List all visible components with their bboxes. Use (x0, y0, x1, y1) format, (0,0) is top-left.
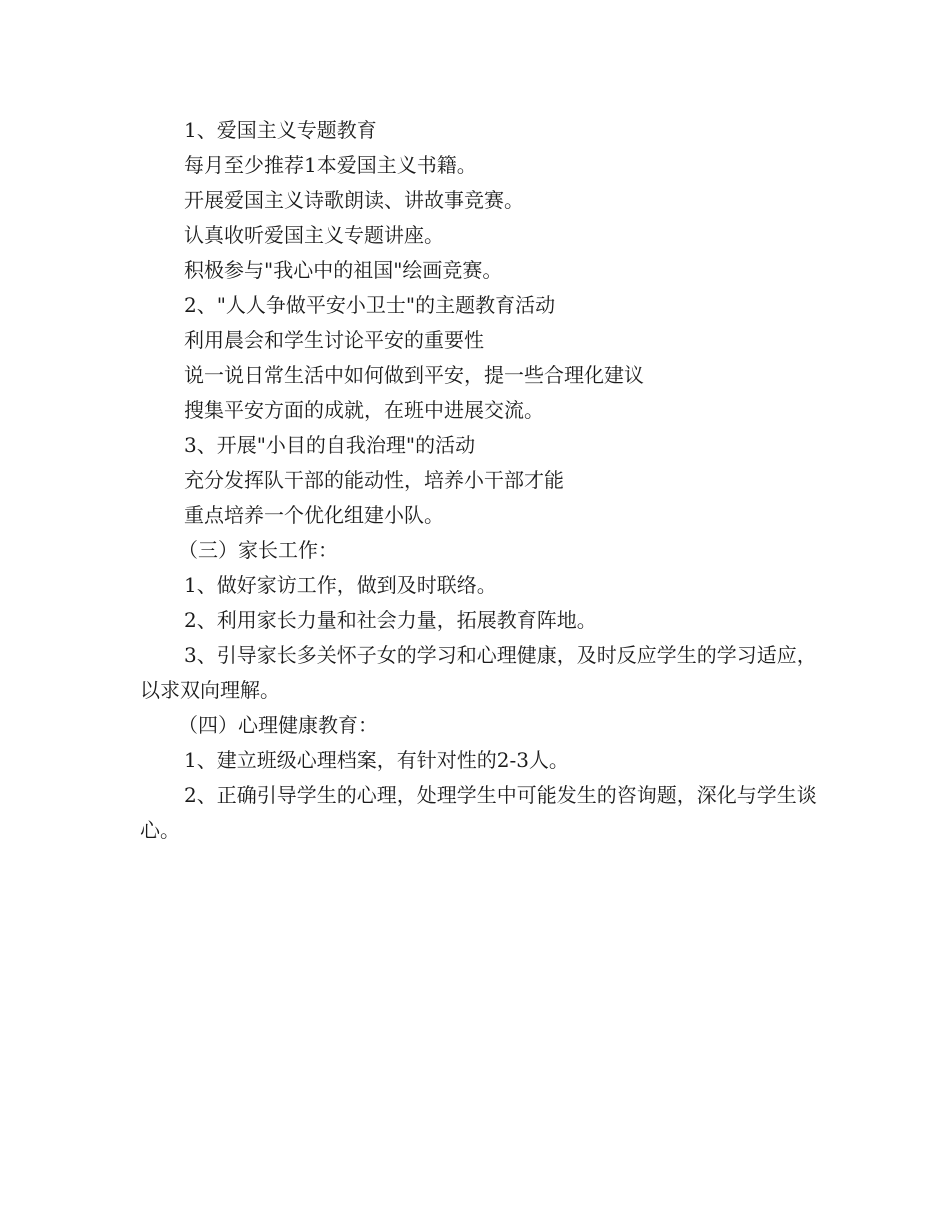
paragraph-parent-social-power: 2、利用家长力量和社会力量，拓展教育阵地。 (184, 608, 597, 632)
paragraph-recommend-books: 每月至少推荐1本爱国主义书籍。 (184, 153, 477, 177)
paragraph-drawing-contest: 积极参与"我心中的祖国"绘画竞赛。 (184, 258, 503, 282)
paragraph-patriotism-title: 1、爱国主义专题教育 (184, 118, 377, 142)
paragraph-guide-psychology: 2、正确引导学生的心理，处理学生中可能发生的咨询题，深化与学生谈心。 (140, 783, 817, 842)
paragraph-home-visits: 1、做好家访工作，做到及时联络。 (184, 573, 497, 597)
paragraph-collect-achievements: 搜集平安方面的成就，在班中进展交流。 (184, 398, 544, 422)
paragraph-mental-archive: 1、建立班级心理档案，有针对性的2-3人。 (184, 748, 569, 772)
paragraph-guide-parents: 3、引导家长多关怀子女的学习和心理健康，及时反应学生的学习适应，以求双向理解。 (140, 643, 817, 702)
paragraph-self-management-title: 3、开展"小目的自我治理"的活动 (184, 433, 476, 457)
paragraph-daily-safety: 说一说日常生活中如何做到平安，提一些合理化建议 (184, 363, 644, 387)
section-heading-mental-health: （四）心理健康教育： (178, 713, 378, 737)
paragraph-safety-title: 2、"人人争做平安小卫士"的主题教育活动 (184, 293, 556, 317)
paragraph-lectures: 认真收听爱国主义专题讲座。 (184, 223, 444, 247)
paragraph-optimized-team: 重点培养一个优化组建小队。 (184, 503, 444, 527)
paragraph-morning-meeting: 利用晨会和学生讨论平安的重要性 (184, 328, 484, 352)
document-body (140, 113, 820, 848)
section-heading-parents: （三）家长工作： (178, 538, 338, 562)
paragraph-cadre-initiative: 充分发挥队干部的能动性，培养小干部才能 (184, 468, 564, 492)
paragraph-poetry-contest: 开展爱国主义诗歌朗读、讲故事竞赛。 (184, 188, 524, 212)
